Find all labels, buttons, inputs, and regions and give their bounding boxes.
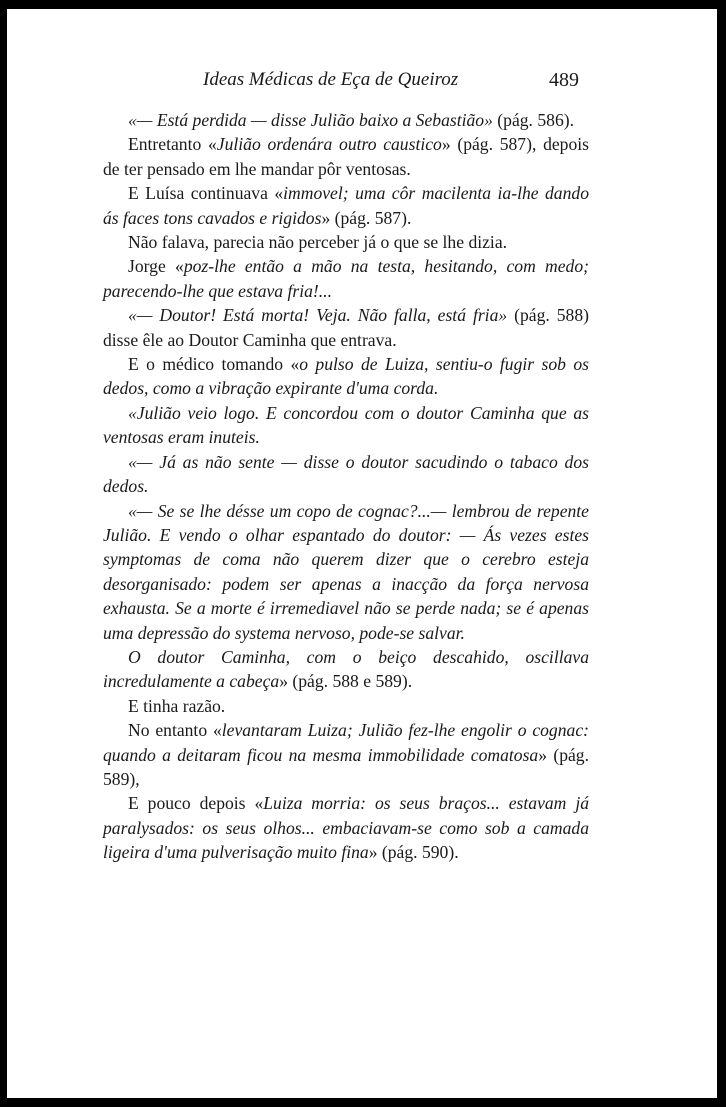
quoted-text: immovel; uma côr macilenta ia-lhe dando ás faces tons cavados e rigidos xyxy=(103,183,589,228)
paragraph xyxy=(103,132,589,181)
body-text-segment: Jorge « xyxy=(128,256,184,277)
body-text-segment: » (pág. 587). xyxy=(321,207,412,228)
quoted-text: poz-lhe então a mão na testa, hesitando, com medo; parecendo-lhe que estava fria!... xyxy=(103,256,589,301)
body-text-segment: E Luísa continuava « xyxy=(128,183,284,204)
body-text-segment: (pág. 588) disse êle ao Doutor Caminha que entrava. xyxy=(103,305,589,350)
paragraph xyxy=(103,450,589,499)
paragraph xyxy=(103,254,589,303)
body-text-segment: E tinha razão. xyxy=(128,695,226,716)
quoted-text: levantaram Luiza; Julião fez-lhe engolir o cognac: quando a deitaram ficou na mesma immobilidade comatosa xyxy=(103,720,589,765)
body-text-segment: » (pág. 590). xyxy=(368,842,459,863)
quoted-text: «— Doutor! Está morta! Veja. Não falla, está fria» xyxy=(128,305,508,326)
quoted-text: «— Já as não sente — disse o doutor sacudindo o tabaco dos dedos. xyxy=(103,451,589,497)
body-text-segment: » (pág. 588 e 589). xyxy=(279,671,413,692)
paragraph xyxy=(103,401,589,450)
paragraph xyxy=(103,108,589,132)
body-text xyxy=(103,108,589,865)
paragraph xyxy=(103,303,589,352)
body-text-segment: E pouco depois « xyxy=(128,793,264,814)
quoted-text: «— Está perdida — disse Julião baixo a Sebastião» xyxy=(128,110,493,130)
body-text-segment: (pág. 586). xyxy=(492,110,574,130)
quoted-text: «— Se se lhe désse um copo de cognac?...— lembrou de repente Julião. E vendo o olhar espantado do doutor: — Ás vezes estes symptomas de coma não querem dizer que o cerebro esteja desorganisado: podem ser apenas a inacção da força nervosa exhausta. Se a morte é irremediavel não se perde nada; se é apenas uma depressão do systema nervoso, pode-se salvar. xyxy=(103,500,589,643)
body-text-segment: » (pág. 589), xyxy=(103,744,589,789)
paragraph xyxy=(103,718,589,791)
quoted-text: Julião ordenára outro caustico xyxy=(216,134,442,155)
running-title: Ideas Médicas de Eça de Queiroz xyxy=(203,69,459,90)
paragraph xyxy=(103,645,589,694)
paragraph xyxy=(103,230,589,254)
paragraph xyxy=(103,694,589,718)
page-number: 489 xyxy=(549,69,579,91)
body-text-segment: E o médico tomando « xyxy=(128,354,300,375)
quoted-text: Luiza morria: os seus braços... estavam já paralysados: os seus olhos... embaciavam-se como sob a camada ligeira d'uma pulverisação muito fina xyxy=(103,793,589,863)
paragraph xyxy=(103,791,589,864)
quoted-text: o pulso de Luiza, sentiu-o fugir sob os dedos, como a vibração expirante d'uma corda. xyxy=(103,354,589,399)
quoted-text: O doutor Caminha, com o beiço descahido, oscillava incredulamente a cabeça xyxy=(103,646,589,692)
body-text-segment: Entretanto « xyxy=(128,134,217,155)
body-text-segment: » (pág. 587), depois de ter pensado em lhe mandar pôr ventosas. xyxy=(103,134,590,179)
paragraph xyxy=(103,499,589,645)
paragraph xyxy=(103,181,589,230)
quoted-text: «Julião veio logo. E concordou com o doutor Caminha que as ventosas eram inuteis. xyxy=(103,402,589,448)
paragraph xyxy=(103,352,589,401)
body-text-segment: Não falava, parecia não perceber já o que se lhe dizia. xyxy=(128,232,508,253)
book-page xyxy=(103,66,589,865)
body-text-segment: No entanto « xyxy=(128,720,222,741)
page-header xyxy=(103,66,589,96)
